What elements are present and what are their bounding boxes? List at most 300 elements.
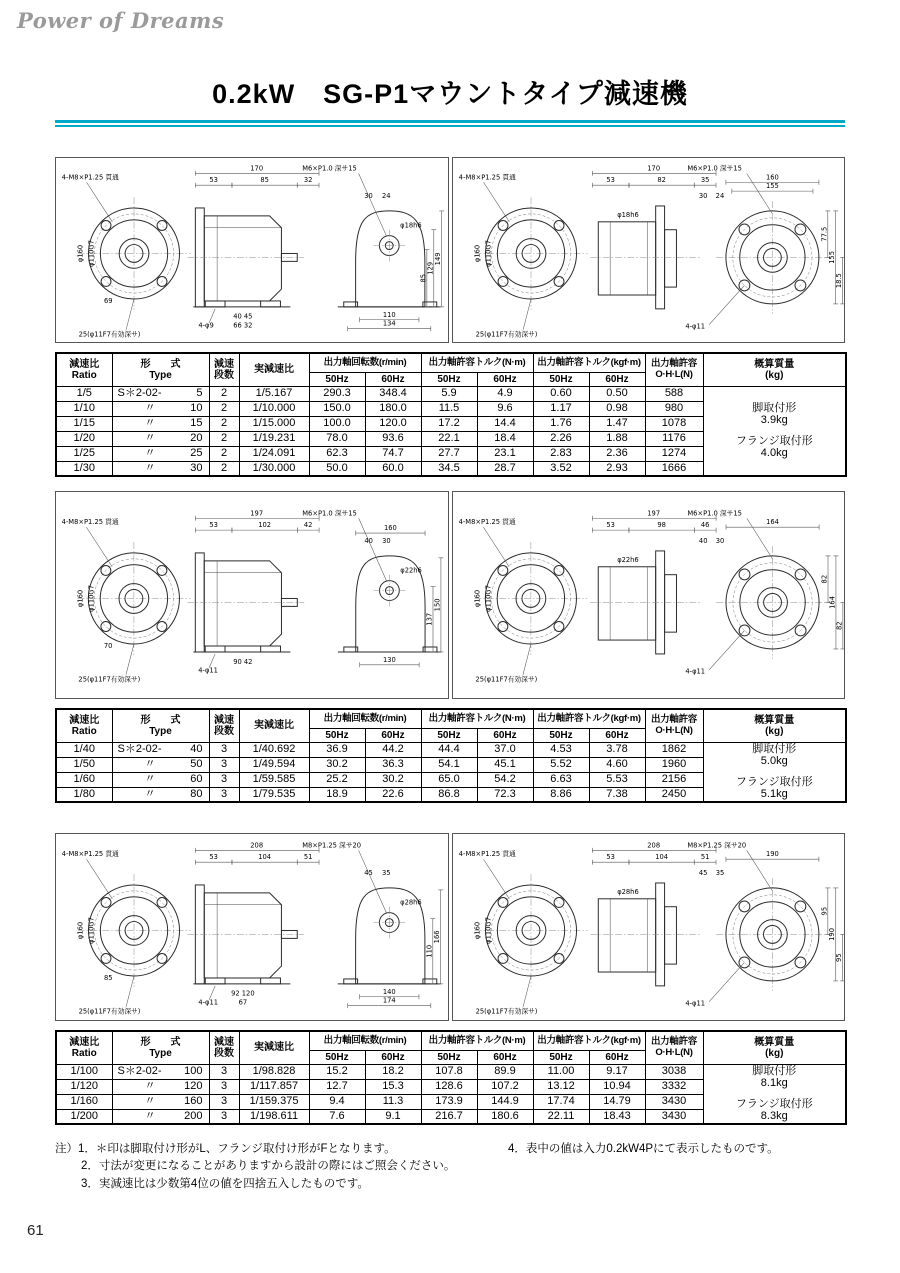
cell-torque-nm-50hz: 128.6: [421, 1079, 477, 1094]
cell-torque-kgfm-60hz: 0.98: [589, 401, 645, 416]
cell-type: [112, 416, 209, 431]
cell-torque-nm-60hz: 89.9: [477, 1064, 533, 1079]
base-width-dim: 134: [382, 319, 396, 328]
cell-actual-ratio: 1/40.692: [239, 742, 309, 757]
cell-ratio: 1/25: [56, 446, 112, 461]
flange-mount-view-group: [458, 164, 844, 338]
header-mass: 概算質量 (kg): [703, 353, 846, 386]
cell-actual-ratio: 1/79.535: [239, 787, 309, 802]
mount-bolt-callout: 4-M8×P1.25 貫通: [61, 518, 119, 527]
header-ohl: 出力軸許容 O·H·L(N): [645, 1031, 703, 1064]
cell-ratio: 1/30: [56, 461, 112, 476]
cell-speed-60hz: 15.3: [365, 1079, 421, 1094]
flange-mount-technical-drawing: [453, 492, 845, 698]
cell-speed-60hz: 9.1: [365, 1109, 421, 1124]
cell-speed-50hz: 9.4: [309, 1094, 365, 1109]
header-60hz: 60Hz: [589, 1050, 645, 1064]
small-dim: 35: [382, 869, 391, 878]
mass-mount-label: 脚取付形: [752, 743, 797, 756]
mass-value: 4.0kg: [760, 447, 788, 460]
pilot-bore-label: φ110G7: [483, 917, 492, 944]
cell-stages: 3: [209, 1094, 239, 1109]
bore-depth-callout: 25(φ11F7有効深サ): [78, 675, 141, 684]
cell-torque-nm-50hz: 216.7: [421, 1109, 477, 1124]
cell-torque-kgfm-50hz: 2.26: [533, 431, 589, 446]
spec-table-wrap-2: [55, 708, 845, 803]
header-actual-ratio: 実減速比: [239, 353, 309, 386]
cell-torque-nm-60hz: 4.9: [477, 386, 533, 401]
note-item: [490, 1141, 845, 1193]
cell-torque-nm-60hz: 28.7: [477, 461, 533, 476]
bore-depth-callout: 25(φ11F7有効深サ): [474, 675, 537, 684]
sub-width-dim: 32: [303, 176, 313, 185]
type-suffix: 50: [190, 758, 203, 771]
header-50hz: 50Hz: [421, 372, 477, 386]
type-suffix: 40: [190, 743, 203, 756]
side-view: [187, 885, 304, 984]
cell-ohl: 3430: [645, 1094, 703, 1109]
foot-mount-view-group: [62, 509, 444, 683]
foot-hole-callout: 4-φ11: [198, 666, 218, 675]
cell-ohl: 1862: [645, 742, 703, 757]
cell-ohl: 3332: [645, 1079, 703, 1094]
cell-torque-nm-50hz: 27.7: [421, 446, 477, 461]
cell-actual-ratio: 1/19.231: [239, 431, 309, 446]
spec-table-3: [55, 1030, 847, 1125]
cell-speed-50hz: 18.9: [309, 787, 365, 802]
header-ratio: 減速比 Ratio: [56, 1031, 112, 1064]
cell-torque-nm-50hz: 65.0: [421, 772, 477, 787]
cell-torque-kgfm-60hz: 14.79: [589, 1094, 645, 1109]
small-dim: 45: [364, 869, 373, 878]
cell-type: [112, 757, 209, 772]
spec-table-1: [55, 352, 847, 477]
mass-value: 5.1kg: [760, 788, 788, 801]
cell-speed-60hz: 44.2: [365, 742, 421, 757]
note-text: 3．実減速比は少数第4位の値を四捨五入したものです。: [81, 1177, 369, 1190]
small-dim: 30: [698, 192, 707, 201]
base-width-dim: 110: [382, 310, 396, 319]
header-60hz: 60Hz: [589, 372, 645, 386]
drawing-section-1: [55, 157, 845, 343]
cell-speed-50hz: 30.2: [309, 757, 365, 772]
flange-mount-drawing-box: [452, 157, 846, 343]
type-suffix: 120: [184, 1080, 203, 1093]
height-dim: 150: [433, 598, 442, 612]
height-dim: 110: [425, 944, 434, 958]
shaft-diameter-label: φ22h6: [400, 566, 422, 575]
flange-mount-drawing-box: [452, 491, 846, 699]
header-output-speed: 出力軸回転数(r/min): [309, 353, 421, 372]
foot-dim: 92 120: [231, 989, 255, 998]
flange-width-dim: 160: [765, 173, 779, 182]
cell-ohl: 2156: [645, 772, 703, 787]
header-output-speed: 出力軸回転数(r/min): [309, 709, 421, 728]
base-width-dim: 130: [382, 655, 396, 664]
height-dim: 155: [827, 251, 836, 264]
flange-width-dim: 190: [765, 850, 779, 859]
cell-torque-nm-60hz: 72.3: [477, 787, 533, 802]
cell-ohl: 1176: [645, 431, 703, 446]
sub-width-dim: 102: [258, 521, 272, 530]
type-suffix: 100: [184, 1065, 203, 1078]
sub-width-dim: 51: [303, 853, 313, 862]
cell-ohl: 3430: [645, 1109, 703, 1124]
type-prefix: S＊2-02-: [117, 743, 162, 756]
cell-speed-60hz: 60.0: [365, 461, 421, 476]
small-dim: 35: [715, 869, 724, 878]
pitch-dim-label: 69: [104, 296, 113, 305]
cell-stages: 2: [209, 446, 239, 461]
header-ohl: 出力軸許容 O·H·L(N): [645, 353, 703, 386]
header-type: 形 式 Type: [112, 353, 209, 386]
drawing-section-3: [55, 833, 845, 1021]
type-prefix: 〃: [144, 417, 156, 430]
header-type: 形 式 Type: [112, 709, 209, 742]
input-flange-front-view: [473, 874, 587, 987]
output-end-view: [338, 211, 441, 307]
cell-torque-kgfm-50hz: 6.63: [533, 772, 589, 787]
cell-ratio: 1/10: [56, 401, 112, 416]
cell-actual-ratio: 1/159.375: [239, 1094, 309, 1109]
header-50hz: 50Hz: [421, 1050, 477, 1064]
tap-callout: M8×P1.25 深サ20: [686, 841, 746, 850]
cell-type: [112, 446, 209, 461]
mass-mount-label: フランジ取付形: [735, 1098, 813, 1111]
sub-width-dim: 104: [258, 853, 272, 862]
overall-width-dim: 170: [646, 164, 660, 173]
small-dim: 40: [364, 537, 373, 546]
cell-ratio: 1/20: [56, 431, 112, 446]
cell-torque-nm-60hz: 14.4: [477, 416, 533, 431]
cell-actual-ratio: 1/59.585: [239, 772, 309, 787]
header-50hz: 50Hz: [309, 1050, 365, 1064]
cell-speed-60hz: 36.3: [365, 757, 421, 772]
foot-hole-callout: 4-φ9: [198, 321, 214, 330]
cell-actual-ratio: 1/24.091: [239, 446, 309, 461]
cell-torque-kgfm-60hz: 1.88: [589, 431, 645, 446]
spec-table-2: [55, 708, 847, 803]
cell-stages: 3: [209, 772, 239, 787]
cell-torque-nm-60hz: 45.1: [477, 757, 533, 772]
mount-flange-front-view: [716, 201, 829, 314]
sub-width-dim: 82: [656, 176, 666, 185]
cell-torque-kgfm-50hz: 13.12: [533, 1079, 589, 1094]
tap-callout: M8×P1.25 深サ20: [302, 841, 362, 850]
tap-callout: M6×P1.0 深サ15: [686, 164, 742, 173]
cell-torque-kgfm-50hz: 3.52: [533, 461, 589, 476]
bore-depth-callout: 25(φ11F7有効深サ): [78, 330, 141, 339]
sub-width-dim: 51: [700, 853, 709, 862]
cell-ratio: 1/40: [56, 742, 112, 757]
output-end-view: [338, 888, 441, 984]
header-mass: 概算質量 (kg): [703, 1031, 846, 1064]
cell-stages: 2: [209, 386, 239, 401]
cell-ratio: 1/100: [56, 1064, 112, 1079]
cell-ratio: 1/200: [56, 1109, 112, 1124]
cell-torque-kgfm-60hz: 3.78: [589, 742, 645, 757]
cell-torque-nm-50hz: 5.9: [421, 386, 477, 401]
cell-torque-kgfm-50hz: 2.83: [533, 446, 589, 461]
cell-actual-ratio: 1/98.828: [239, 1064, 309, 1079]
cell-stages: 3: [209, 742, 239, 757]
flange-hole-callout: 4-φ11: [684, 999, 705, 1008]
cell-speed-50hz: 12.7: [309, 1079, 365, 1094]
type-suffix: 80: [190, 788, 203, 801]
cell-ratio: 1/60: [56, 772, 112, 787]
cell-stages: 2: [209, 416, 239, 431]
height-dim: 95: [834, 953, 843, 962]
height-dim: 82: [820, 574, 829, 584]
flange-mount-drawing-box: [452, 833, 846, 1021]
cell-torque-nm-60hz: 23.1: [477, 446, 533, 461]
cell-actual-ratio: 1/49.594: [239, 757, 309, 772]
small-dim: 40: [698, 537, 708, 546]
bore-depth-callout: 25(φ11F7有効深サ): [78, 1007, 141, 1016]
sub-width-dim: 53: [605, 853, 615, 862]
page-title: 0.2kW SG-P1マウントタイプ減速機: [212, 79, 688, 109]
type-suffix: 5: [196, 387, 203, 400]
base-width-dim: 174: [382, 996, 396, 1005]
cell-torque-nm-60hz: 180.6: [477, 1109, 533, 1124]
cell-torque-kgfm-50hz: 0.60: [533, 386, 589, 401]
cell-speed-60hz: 30.2: [365, 772, 421, 787]
cell-torque-nm-50hz: 11.5: [421, 401, 477, 416]
mass-mount-label: 脚取付形: [752, 402, 797, 415]
type-prefix: S＊2-02-: [117, 1065, 162, 1078]
foot-dim: 67: [238, 998, 248, 1007]
header-60hz: 60Hz: [477, 372, 533, 386]
flange-width-dim: 155: [765, 182, 779, 191]
cell-torque-nm-60hz: 144.9: [477, 1094, 533, 1109]
type-suffix: 30: [190, 462, 203, 475]
flange-diameter-label: φ160: [76, 921, 85, 940]
mass-value: 5.0kg: [760, 755, 788, 768]
small-dim: 30: [715, 537, 724, 546]
cell-torque-nm-60hz: 37.0: [477, 742, 533, 757]
cell-type: [112, 742, 209, 757]
drawing-section-2: [55, 491, 845, 699]
header-torque-kgfm: 出力軸許容トルク(kgf·m): [533, 1031, 645, 1050]
cell-type: [112, 772, 209, 787]
page-number: 61: [27, 1222, 44, 1239]
flange-diameter-label: φ160: [76, 244, 85, 263]
type-prefix: 〃: [144, 1095, 156, 1108]
mount-flange-front-view: [716, 546, 829, 659]
foot-dim: 40 45: [233, 312, 253, 321]
sub-width-dim: 53: [209, 853, 218, 862]
height-dim: 129: [426, 261, 435, 275]
mount-bolt-callout: 4-M8×P1.25 貫通: [61, 850, 119, 859]
cell-mass-note: [703, 386, 846, 476]
type-prefix: 〃: [144, 788, 156, 801]
sub-width-dim: 53: [209, 521, 218, 530]
cell-ratio: 1/160: [56, 1094, 112, 1109]
small-dim: 45: [698, 869, 707, 878]
tap-callout: M6×P1.0 深サ15: [302, 164, 357, 173]
header-torque-kgfm: 出力軸許容トルク(kgf·m): [533, 353, 645, 372]
flange-mount-technical-drawing: [453, 834, 845, 1020]
cell-speed-50hz: 25.2: [309, 772, 365, 787]
sub-width-dim: 35: [700, 176, 709, 185]
cell-speed-50hz: 150.0: [309, 401, 365, 416]
cell-torque-kgfm-60hz: 9.17: [589, 1064, 645, 1079]
height-dim: 95: [819, 906, 828, 916]
side-view: [187, 208, 304, 307]
cell-actual-ratio: 1/30.000: [239, 461, 309, 476]
note-text: 4．表中の値は入力0.2kW4Pにて表示したものです。: [508, 1143, 779, 1155]
height-dim: 149: [434, 252, 443, 266]
shaft-diameter-label: φ28h6: [616, 887, 639, 896]
cell-speed-60hz: 120.0: [365, 416, 421, 431]
pilot-bore-label: φ110G7: [87, 240, 96, 267]
type-prefix: 〃: [144, 432, 156, 445]
bore-depth-callout: 25(φ11F7有効深サ): [475, 1007, 537, 1016]
header-50hz: 50Hz: [309, 372, 365, 386]
pilot-bore-label: φ110G7: [87, 585, 96, 612]
header-50hz: 50Hz: [533, 728, 589, 742]
mount-bolt-callout: 4-M8×P1.25 貫通: [458, 850, 516, 859]
foot-mount-technical-drawing: [56, 834, 448, 1020]
cell-torque-kgfm-60hz: 2.36: [589, 446, 645, 461]
input-flange-front-view: [473, 197, 587, 310]
cell-ratio: 1/120: [56, 1079, 112, 1094]
sub-width-dim: 85: [260, 176, 269, 185]
spec-row: [56, 742, 846, 757]
foot-mount-drawing-box: [55, 833, 449, 1021]
cell-torque-kgfm-60hz: 10.94: [589, 1079, 645, 1094]
title-underline-rule: [55, 120, 845, 127]
cell-type: [112, 431, 209, 446]
type-prefix: 〃: [144, 1080, 156, 1093]
cell-type: [112, 1064, 209, 1079]
cell-torque-nm-50hz: 86.8: [421, 787, 477, 802]
spec-row: [56, 386, 846, 401]
cell-ohl: 2450: [645, 787, 703, 802]
sub-width-dim: 46: [700, 521, 709, 530]
base-width-dim: 140: [382, 987, 396, 996]
cell-speed-50hz: 62.3: [309, 446, 365, 461]
header-50hz: 50Hz: [309, 728, 365, 742]
shaft-diameter-label: φ18h6: [616, 210, 639, 219]
flange-diameter-label: φ160: [473, 921, 482, 940]
cell-type: [112, 1109, 209, 1124]
cell-torque-kgfm-50hz: 17.74: [533, 1094, 589, 1109]
cell-speed-60hz: 74.7: [365, 446, 421, 461]
cell-speed-60hz: 18.2: [365, 1064, 421, 1079]
spec-row: [56, 1064, 846, 1079]
header-50hz: 50Hz: [533, 1050, 589, 1064]
foot-mount-technical-drawing: [56, 158, 448, 342]
flange-mount-view-group: [458, 509, 844, 683]
header-torque-nm: 出力軸許容トルク(N·m): [421, 353, 533, 372]
flange-mount-technical-drawing: [453, 158, 845, 342]
cell-ohl: 980: [645, 401, 703, 416]
cell-speed-60hz: 11.3: [365, 1094, 421, 1109]
note-item: [55, 1176, 490, 1193]
cell-stages: 3: [209, 1064, 239, 1079]
flange-diameter-label: φ160: [76, 589, 85, 608]
foot-mount-drawing-box: [55, 157, 449, 343]
cell-type: [112, 461, 209, 476]
cell-speed-50hz: 15.2: [309, 1064, 365, 1079]
cell-ratio: 1/50: [56, 757, 112, 772]
spec-table-wrap-3: [55, 1030, 845, 1125]
mount-bolt-callout: 4-M8×P1.25 貫通: [458, 173, 516, 182]
cell-stages: 3: [209, 787, 239, 802]
cell-torque-kgfm-60hz: 2.93: [589, 461, 645, 476]
type-suffix: 15: [190, 417, 203, 430]
input-flange-front-view: [77, 197, 191, 310]
side-view: [187, 553, 304, 652]
flange-mount-view-group: [458, 841, 844, 1015]
cell-torque-kgfm-60hz: 4.60: [589, 757, 645, 772]
type-prefix: 〃: [144, 758, 156, 771]
small-dim: 24: [382, 192, 391, 201]
input-flange-front-view: [77, 874, 191, 987]
header-stages: 減速 段数: [209, 1031, 239, 1064]
cell-torque-nm-60hz: 18.4: [477, 431, 533, 446]
mount-flange-front-view: [716, 878, 829, 991]
width-dim: 160: [383, 524, 397, 533]
foot-hole-callout: 4-φ11: [198, 998, 219, 1007]
cell-torque-nm-50hz: 107.8: [421, 1064, 477, 1079]
overall-width-dim: 208: [250, 841, 264, 850]
foot-mount-drawing-box: [55, 491, 449, 699]
header-type: 形 式 Type: [112, 1031, 209, 1064]
cell-torque-kgfm-60hz: 5.53: [589, 772, 645, 787]
cell-torque-nm-50hz: 44.4: [421, 742, 477, 757]
cell-stages: 2: [209, 431, 239, 446]
cell-mass-note: [703, 1064, 846, 1124]
sub-width-dim: 42: [303, 521, 313, 530]
header-ratio: 減速比 Ratio: [56, 353, 112, 386]
cell-torque-nm-50hz: 22.1: [421, 431, 477, 446]
cell-torque-nm-50hz: 17.2: [421, 416, 477, 431]
side-view: [590, 206, 701, 309]
overall-width-dim: 197: [250, 509, 264, 518]
mass-value: 8.1kg: [760, 1077, 788, 1090]
cell-ohl: 588: [645, 386, 703, 401]
header-60hz: 60Hz: [589, 728, 645, 742]
mass-value: 8.3kg: [760, 1110, 788, 1123]
cell-torque-nm-60hz: 107.2: [477, 1079, 533, 1094]
spec-table-wrap-1: [55, 352, 845, 477]
height-dim: 82: [834, 621, 843, 630]
cell-torque-kgfm-50hz: 8.86: [533, 787, 589, 802]
cell-torque-kgfm-50hz: 1.76: [533, 416, 589, 431]
pilot-bore-label: φ110G7: [483, 240, 492, 267]
cell-type: [112, 386, 209, 401]
mount-bolt-callout: 4-M8×P1.25 貫通: [458, 518, 516, 527]
small-dim: 30: [382, 537, 391, 546]
cell-mass-note: [703, 742, 846, 802]
cell-ohl: 1666: [645, 461, 703, 476]
header-actual-ratio: 実減速比: [239, 709, 309, 742]
overall-width-dim: 170: [250, 164, 264, 173]
note-item: [55, 1158, 490, 1175]
cell-stages: 3: [209, 1109, 239, 1124]
foot-mount-view-group: [62, 841, 443, 1015]
overall-width-dim: 208: [646, 841, 660, 850]
cell-torque-nm-60hz: 54.2: [477, 772, 533, 787]
pitch-dim-label: 85: [104, 973, 113, 982]
type-suffix: 20: [190, 432, 203, 445]
pilot-bore-label: φ110G7: [483, 585, 492, 612]
type-suffix: 160: [184, 1095, 203, 1108]
cell-speed-50hz: 36.9: [309, 742, 365, 757]
cell-speed-60hz: 93.6: [365, 431, 421, 446]
